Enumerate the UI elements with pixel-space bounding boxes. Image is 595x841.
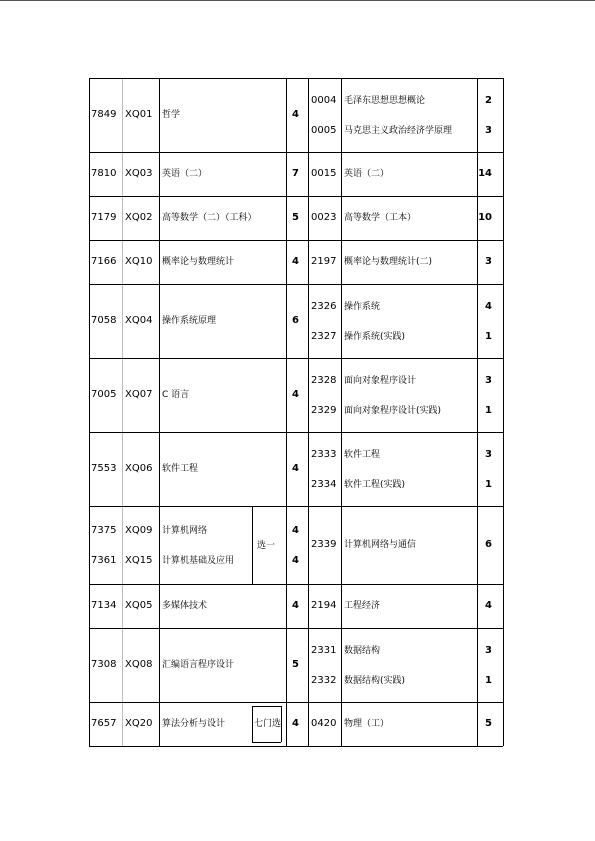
grid-hline — [89, 702, 503, 703]
replacement-name: 面向对象程序设计(实践) — [344, 406, 442, 416]
note-box-right — [281, 706, 282, 742]
exam-code: 7849 — [91, 109, 117, 120]
grid-hline — [89, 196, 503, 197]
replacement-credit: 3 — [485, 375, 492, 386]
grid-vline — [308, 78, 309, 746]
replacement-credit: 5 — [485, 718, 492, 729]
exam-code: 7810 — [91, 168, 117, 179]
replacement-credit: 3 — [485, 449, 492, 460]
replacement-name: 马克思主义政治经济学原理 — [344, 126, 453, 136]
course-name: C 语言 — [162, 390, 190, 400]
replacement-credit: 1 — [485, 331, 492, 342]
course-name: 多媒体技术 — [162, 601, 208, 611]
replacement-code: 0420 — [311, 718, 337, 729]
course-name: 算法分析与设计 — [162, 719, 226, 729]
exam-code: 7308 — [91, 659, 117, 670]
course-credit: 6 — [292, 315, 299, 326]
grid-hline — [89, 506, 503, 507]
replacement-code: 0005 — [311, 125, 337, 136]
grid-hline — [89, 584, 503, 585]
replacement-name: 物理（工） — [344, 719, 390, 729]
replacement-code: 2326 — [311, 301, 337, 312]
grid-hline — [89, 152, 503, 153]
course-code: XQ02 — [125, 212, 153, 223]
grid-vline — [122, 78, 123, 746]
course-credit: 7 — [292, 168, 299, 179]
course-name: 汇编语言程序设计 — [162, 660, 235, 670]
replacement-code: 2197 — [311, 256, 337, 267]
replacement-name: 工程经济 — [344, 601, 381, 611]
replacement-name: 面向对象程序设计 — [344, 376, 417, 386]
exam-code: 7058 — [91, 315, 117, 326]
exam-code: 7375 — [91, 525, 117, 536]
replacement-credit: 14 — [478, 168, 492, 179]
course-credit: 4 — [292, 718, 299, 729]
replacement-code: 2333 — [311, 449, 337, 460]
grid-vline — [89, 78, 90, 746]
grid-hline — [89, 746, 503, 747]
course-credit: 4 — [292, 109, 299, 120]
replacement-name: 软件工程 — [344, 450, 381, 460]
course-credit: 5 — [292, 659, 299, 670]
grid-hline — [89, 284, 503, 285]
replacement-name: 数据结构(实践) — [344, 676, 406, 686]
replacement-name: 软件工程(实践) — [344, 480, 406, 490]
course-name: 高等数学（二）（工科） — [162, 213, 257, 223]
course-credit: 4 — [292, 256, 299, 267]
grid-hline — [89, 78, 503, 79]
course-name: 哲学 — [162, 110, 181, 120]
replacement-credit: 1 — [485, 479, 492, 490]
elective-note: 七门选 — [254, 719, 282, 729]
replacement-credit: 3 — [485, 125, 492, 136]
note-box-left — [252, 706, 253, 742]
replacement-credit: 10 — [478, 212, 492, 223]
course-code: XQ03 — [125, 168, 153, 179]
replacement-name: 计算机网络与通信 — [344, 540, 417, 550]
course-code: XQ15 — [125, 555, 153, 566]
replacement-code: 2328 — [311, 375, 337, 386]
exam-code: 7166 — [91, 256, 117, 267]
grid-vline — [503, 78, 504, 746]
exam-code: 7657 — [91, 718, 117, 729]
course-name: 计算机基础及应用 — [162, 556, 235, 566]
replacement-name: 操作系统(实践) — [344, 332, 406, 342]
course-credit: 4 — [292, 600, 299, 611]
grid-hline — [89, 358, 503, 359]
replacement-code: 2327 — [311, 331, 337, 342]
replacement-code: 2339 — [311, 539, 337, 550]
replacement-code: 2331 — [311, 645, 337, 656]
replacement-name: 概率论与数理统计(二) — [344, 257, 433, 267]
exam-code: 7005 — [91, 389, 117, 400]
elective-note: 选一 — [257, 541, 276, 551]
exam-code: 7361 — [91, 555, 117, 566]
course-name: 软件工程 — [162, 464, 199, 474]
course-code: XQ05 — [125, 600, 153, 611]
course-credit: 4 — [292, 555, 299, 566]
replacement-code: 2332 — [311, 675, 337, 686]
replacement-code: 0023 — [311, 212, 337, 223]
replacement-code: 2329 — [311, 405, 337, 416]
course-code: XQ06 — [125, 463, 153, 474]
grid-hline — [89, 240, 503, 241]
grid-vline — [159, 78, 160, 746]
course-name: 计算机网络 — [162, 526, 208, 536]
course-name: 操作系统原理 — [162, 316, 217, 326]
replacement-credit: 6 — [485, 539, 492, 550]
course-name: 概率论与数理统计 — [162, 257, 235, 267]
replacement-name: 英语（二） — [344, 169, 390, 179]
course-credit: 4 — [292, 389, 299, 400]
replacement-credit: 3 — [485, 645, 492, 656]
course-code: XQ01 — [125, 109, 153, 120]
replacement-credit: 4 — [485, 301, 492, 312]
note-box-top — [252, 706, 281, 707]
course-code: XQ10 — [125, 256, 153, 267]
replacement-code: 2334 — [311, 479, 337, 490]
grid-vline — [341, 78, 342, 746]
exam-code: 7553 — [91, 463, 117, 474]
replacement-code: 0015 — [311, 168, 337, 179]
replacement-credit: 3 — [485, 256, 492, 267]
replacement-name: 毛泽东思想思想概论 — [344, 96, 426, 106]
note-box-left — [252, 506, 253, 584]
replacement-credit: 4 — [485, 600, 492, 611]
note-box-bottom — [252, 742, 281, 743]
grid-hline — [89, 432, 503, 433]
course-credit: 4 — [292, 525, 299, 536]
course-code: XQ09 — [125, 525, 153, 536]
replacement-credit: 1 — [485, 405, 492, 416]
course-code: XQ08 — [125, 659, 153, 670]
course-credit: 4 — [292, 463, 299, 474]
course-code: XQ20 — [125, 718, 153, 729]
course-code: XQ07 — [125, 389, 153, 400]
replacement-code: 0004 — [311, 95, 337, 106]
course-name: 英语（二） — [162, 169, 208, 179]
replacement-name: 操作系统 — [344, 302, 381, 312]
exam-code: 7134 — [91, 600, 117, 611]
replacement-credit: 1 — [485, 675, 492, 686]
grid-hline — [89, 628, 503, 629]
replacement-name: 高等数学（工本） — [344, 213, 417, 223]
exam-code: 7179 — [91, 212, 117, 223]
course-credit: 5 — [292, 212, 299, 223]
replacement-code: 2194 — [311, 600, 337, 611]
course-code: XQ04 — [125, 315, 153, 326]
replacement-name: 数据结构 — [344, 646, 381, 656]
replacement-credit: 2 — [485, 95, 492, 106]
